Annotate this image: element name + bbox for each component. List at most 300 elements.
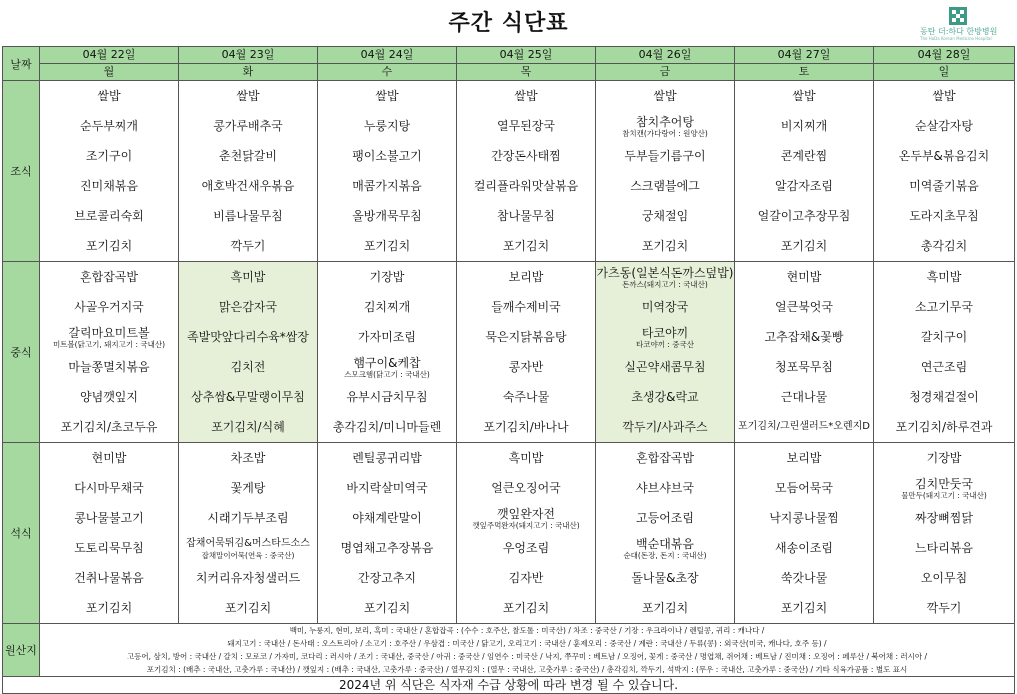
lunch-label: 중식 [3,262,40,443]
dinner-day-5 [735,443,874,624]
menu-item [735,443,873,473]
menu-item [457,292,595,322]
notice-row [3,677,1015,694]
menu-item [457,443,595,473]
breakfast-day-2 [318,81,457,262]
menu-item [457,503,595,533]
menu-item-name: 궁채절임 [641,209,689,223]
menu-item [457,382,595,412]
menu-item-name: 소고기무국 [915,300,973,314]
menu-item-name: 근대나물 [780,390,828,404]
menu-item [40,382,178,412]
menu-item [874,231,1014,261]
day-weekday-4: 금 [596,64,735,81]
menu-item-name: 갈릭마요미트볼 [68,325,150,340]
menu-item [596,231,734,261]
menu-item [874,503,1014,533]
menu-item [318,292,456,322]
menu-item-name: 햄구이&케찹 [353,355,421,370]
day-date-0: 04월 22일 [40,47,179,64]
menu-item [596,443,734,473]
menu-item [179,443,317,473]
menu-item [874,593,1014,623]
menu-item [874,563,1014,593]
menu-item [874,352,1014,382]
menu-item-name: 김자반 [508,571,544,585]
day-weekday-6: 일 [874,64,1015,81]
menu-item-name: 포기김치 [641,601,689,615]
menu-item-name: 쌀밥 [236,89,260,103]
menu-item-name: 스크램블에그 [630,179,700,193]
menu-item [735,171,873,201]
menu-item-name: 실곤약새콤무침 [624,360,706,374]
day-weekday-1: 화 [179,64,318,81]
menu-item-name: 흑미밥 [230,270,266,284]
menu-item [40,443,178,473]
menu-item [179,292,317,322]
menu-item [874,81,1014,111]
menu-item [179,171,317,201]
menu-item [596,412,734,442]
breakfast-day-0 [40,81,179,262]
menu-item-origin-note: 순대(돈장, 돈지 : 국내산) [623,550,707,560]
menu-item [318,382,456,412]
day-date-1: 04월 23일 [179,47,318,64]
menu-item [179,81,317,111]
origin-line: 돼지고기 : 국내산 / 돈사태 : 오스트리아 / 소고기 : 호주산 / 우삼겹 : 미국산 / 닭고기, 오리고기 : 국내산 / 훈제오리 : 중국산 / 계란 : 국내산 / 두류(콩) : 외국산(미국, 캐나다, 호주 등) / [227,639,827,648]
logo-subtitle: The HaDa Korean Medicine Hospital [920,36,992,41]
date-label: 날짜 [3,47,40,81]
menu-item [457,593,595,623]
menu-item [179,382,317,412]
menu-item [874,171,1014,201]
menu-item [735,292,873,322]
menu-item-name: 차조밥 [230,451,266,465]
menu-item-name: 연근조림 [920,360,968,374]
lunch-day-2 [318,262,457,443]
menu-item [318,111,456,141]
date-row [3,47,1015,64]
menu-item-name: 고추잡채&꽃빵 [764,330,844,344]
menu-item [40,292,178,322]
lunch-day-3 [457,262,596,443]
day-weekday-0: 월 [40,64,179,81]
menu-item [179,503,317,533]
menu-item [318,141,456,171]
origin-row [3,624,1015,677]
menu-item-origin-note: 깻잎주먹완자(돼지고기 : 국내산) [472,520,580,530]
menu-item-name: 알감자조림 [775,179,833,193]
menu-item [318,563,456,593]
menu-item [179,201,317,231]
menu-item [874,473,1014,503]
weekly-menu-table [2,46,1015,694]
menu-item-name: 순두부찌개 [80,119,138,133]
menu-item [457,111,595,141]
breakfast-label: 조식 [3,81,40,262]
menu-item-name: 미역줄기볶음 [909,179,979,193]
origin-line: 고등어, 삼치, 방어 : 국내산 / 갈치 : 모로코 / 가자미, 코다리 : 러시아 / 조기 : 국내산, 중국산 / 아귀 : 중국산 / 임연수 : 미국산 / 낙지, 쭈꾸미 : 베트남 / 오징어, 꽃게 : 중국산 / 명엽채, 쥐어채 : 베트남 / 진미채 : 오징어 : 페루산 / 북어채 : 러시아 / [126,652,928,661]
menu-item-name: 현미밥 [91,451,127,465]
breakfast-day-5 [735,81,874,262]
menu-item [874,443,1014,473]
menu-item-origin-note: 스모크햄(닭고기 : 국내산) [344,369,430,379]
dinner-label: 석식 [3,443,40,624]
menu-item-name: 포기김치 [363,601,411,615]
menu-item-name: 도토리묵무침 [74,541,144,555]
menu-item [874,322,1014,352]
menu-item-name: 컬리플라워맛살볶음 [473,179,579,193]
menu-item-name: 묵은지닭볶음탕 [485,330,567,344]
menu-item [735,382,873,412]
menu-item-name: 애호박건새우볶음 [201,179,295,193]
menu-item-name: 타코야끼 [641,325,689,340]
page-title: 주간 식단표 [448,11,569,36]
dinner-day-3 [457,443,596,624]
menu-item [735,473,873,503]
menu-item-name: 혼합잡곡밥 [636,451,694,465]
menu-item-name: 치커리유자청샐러드 [195,571,301,585]
menu-item-name: 춘천닭갈비 [219,149,277,163]
menu-item-origin-note: 잡채말이어묵(연육 : 중국산) [201,550,295,560]
lunch-day-6 [874,262,1015,443]
menu-item-name: 잡채어묵튀김&머스타드소스 [186,537,310,549]
menu-item-origin-note: 타코야끼 : 중국산 [635,339,694,349]
menu-item-name: 얼갈이고추장무침 [757,209,851,223]
menu-item [40,262,178,292]
menu-item [179,412,317,442]
menu-item [179,563,317,593]
menu-item [40,231,178,261]
menu-item [457,412,595,442]
menu-item-name: 포기김치 [85,239,133,253]
menu-item-name: 족발맛앞다리수육*쌈장 [187,330,309,344]
day-date-4: 04월 26일 [596,47,735,64]
menu-item [457,201,595,231]
day-date-2: 04월 24일 [318,47,457,64]
menu-item [40,593,178,623]
menu-item [179,473,317,503]
menu-item-name: 콩가루배추국 [213,119,283,133]
menu-item-name: 포기김치 [502,239,550,253]
menu-item [596,382,734,412]
menu-item [318,533,456,563]
menu-item [40,473,178,503]
menu-item [735,593,873,623]
menu-item [874,533,1014,563]
menu-item-name: 비지찌개 [780,119,828,133]
menu-item [735,503,873,533]
origin-info [40,624,1015,677]
menu-item-origin-note: 미트볼(닭고기, 돼지고기 : 국내산) [52,339,166,349]
origin-label: 원산지 [3,624,40,677]
menu-item [596,141,734,171]
menu-item [735,322,873,352]
menu-item-name: 보리밥 [786,451,822,465]
menu-item-name: 바지락살미역국 [346,481,428,495]
menu-item [874,201,1014,231]
menu-item-name: 꽃게탕 [230,481,266,495]
dinner-row [3,443,1015,624]
menu-item [457,322,595,352]
hospital-logo [920,6,1012,42]
menu-item [596,81,734,111]
menu-item [735,352,873,382]
menu-item [457,171,595,201]
origin-line: 포기김치 : (배추 : 국내산, 고춧가루 : 국내산) / 깻잎지 : (배추 : 국내산, 고춧가루 : 중국산) / 열무김치 : (열무 : 국내산, 고춧가루 : 중국산) / 총각김치, 깍두기, 석박지 : (무우 : 국내산, 고춧가루 : 중국산) / 기타 식육가공품 : 별도 표시 [146,665,908,674]
menu-item [318,231,456,261]
menu-item-name: 갈치구이 [920,330,968,344]
menu-item [40,171,178,201]
menu-item-name: 열무된장국 [497,119,555,133]
menu-item [735,111,873,141]
menu-item [874,292,1014,322]
dinner-day-2 [318,443,457,624]
menu-item-name: 포기김치/그린샐러드*오렌지D [738,421,870,432]
menu-item-name: 포기김치/식혜 [211,420,285,434]
dinner-day-0 [40,443,179,624]
menu-item [40,322,178,352]
menu-item-name: 가츠동(일본식돈까스덮밥) [596,265,734,280]
menu-item-name: 매콤가지볶음 [352,179,422,193]
menu-item-name: 올방개묵무침 [352,209,422,223]
menu-item [457,533,595,563]
menu-item [40,141,178,171]
menu-item [318,473,456,503]
menu-item-name: 백순대볶음 [636,536,694,551]
menu-item-name: 얼큰오징어국 [491,481,561,495]
menu-item-name: 건취나물볶음 [74,571,144,585]
menu-item [40,412,178,442]
menu-item [457,141,595,171]
dinner-day-6 [874,443,1015,624]
menu-item-name: 브로콜리숙회 [74,209,144,223]
menu-item [318,171,456,201]
menu-item-name: 콩자반 [508,360,544,374]
menu-item-name: 도라지초무침 [909,209,979,223]
menu-item-name: 사골우거지국 [74,300,144,314]
day-weekday-2: 수 [318,64,457,81]
menu-item [874,141,1014,171]
breakfast-row [3,81,1015,262]
menu-item-name: 포기김치 [224,601,272,615]
menu-item-name: 총각김치/미니마들렌 [332,420,442,434]
menu-item [40,533,178,563]
menu-item [596,262,734,292]
menu-item-name: 쌀밥 [932,89,956,103]
menu-item-name: 김치만둣국 [915,476,973,491]
menu-item [318,201,456,231]
menu-item [179,352,317,382]
menu-item [40,201,178,231]
dinner-day-1 [179,443,318,624]
breakfast-day-3 [457,81,596,262]
menu-item-name: 쌀밥 [653,89,677,103]
menu-item-name: 샤브샤브국 [636,481,694,495]
menu-item-origin-note: 참치캔(가다랑어 : 원양산) [622,128,708,138]
day-date-5: 04월 27일 [735,47,874,64]
menu-item-name: 혼합잡곡밥 [80,270,138,284]
menu-item-name: 깻잎완자전 [497,506,555,521]
menu-item [179,262,317,292]
menu-item-name: 야채계란말이 [352,511,422,525]
menu-item [318,503,456,533]
menu-item-name: 깍두기 [926,601,962,615]
menu-item [457,81,595,111]
menu-item-name: 김치찌개 [363,300,411,314]
menu-item-name: 콩나물불고기 [74,511,144,525]
menu-item [596,201,734,231]
menu-item-name: 미역장국 [641,300,689,314]
menu-item-origin-note: 돈까스(돼지고기 : 국내산) [622,279,708,289]
menu-item-name: 쌀밥 [375,89,399,103]
menu-item-name: 명엽채고추장볶음 [340,541,434,555]
menu-item-name: 유부시금치무침 [346,390,428,404]
menu-item [596,322,734,352]
menu-item-name: 숙주나물 [502,390,550,404]
menu-item [735,231,873,261]
menu-item [874,262,1014,292]
menu-item-name: 다시마무채국 [74,481,144,495]
day-date-6: 04월 28일 [874,47,1015,64]
menu-item [318,352,456,382]
menu-item-name: 포기김치 [85,601,133,615]
menu-item-origin-note: 물만두(돼지고기 : 국내산) [901,490,987,500]
menu-item-name: 현미밥 [786,270,822,284]
weekday-row [3,64,1015,81]
menu-item-name: 마늘쫑멸치볶음 [68,360,150,374]
menu-item-name: 참나물무침 [497,209,555,223]
menu-item-name: 김치전 [230,360,266,374]
lunch-day-4 [596,262,735,443]
origin-line: 백미, 누룽지, 현미, 보리, 흑미 : 국내산 / 혼합잡곡 : (수수 : 호주산, 찰도톨 : 미국산) / 차조 : 중국산 / 기장 : 우크라이나 / 렌틸콩, 귀리 : 캐나다 / [289,626,765,635]
menu-item-name: 포기김치 [780,601,828,615]
menu-item-name: 흑미밥 [926,270,962,284]
menu-item [179,593,317,623]
breakfast-day-4 [596,81,735,262]
menu-item-name: 상추쌈&무말랭이무침 [191,390,305,404]
menu-item [318,443,456,473]
menu-item-name: 간장돈사태찜 [491,149,561,163]
menu-item-name: 짜장뼈찜닭 [915,511,973,525]
menu-item [179,533,317,563]
lunch-day-5 [735,262,874,443]
menu-item [457,563,595,593]
menu-item [457,473,595,503]
day-date-3: 04월 25일 [457,47,596,64]
menu-item-name: 기장밥 [926,451,962,465]
menu-item-name: 조기구이 [85,149,133,163]
menu-item [40,503,178,533]
menu-item [735,81,873,111]
menu-item-name: 깍두기/사과주스 [622,420,708,434]
menu-item [318,81,456,111]
logo-mark-icon [948,6,968,26]
menu-item [735,412,873,442]
menu-item-name: 들깨수제비국 [491,300,561,314]
menu-item-name: 포기김치 [363,239,411,253]
menu-item-name: 총각김치 [920,239,968,253]
menu-item-name: 쌀밥 [97,89,121,103]
menu-item [318,262,456,292]
menu-item-name: 청경채겉절이 [909,390,979,404]
menu-item-name: 포기김치 [502,601,550,615]
menu-item-name: 쌀밥 [792,89,816,103]
menu-item-name: 느타리볶음 [915,541,973,555]
menu-item [318,322,456,352]
menu-item [596,292,734,322]
dinner-day-4 [596,443,735,624]
menu-item [457,352,595,382]
menu-item-name: 포기김치/바나나 [483,420,569,434]
day-weekday-3: 목 [457,64,596,81]
menu-item [596,352,734,382]
menu-item-name: 돌나물&초장 [631,571,699,585]
menu-item [318,593,456,623]
menu-item-name: 참치추어탕 [636,114,694,129]
menu-item-name: 비름나물무침 [213,209,283,223]
menu-item-name: 모듬어묵국 [775,481,833,495]
menu-item-name: 포기김치/초코두유 [60,420,158,434]
menu-item [179,231,317,261]
breakfast-day-1 [179,81,318,262]
menu-item [40,111,178,141]
lunch-day-0 [40,262,179,443]
menu-item-name: 순살감자탕 [915,119,973,133]
logo-name: 동탄 더:하다 한방병원 [920,27,998,36]
menu-item [179,141,317,171]
menu-item-name: 콘계란찜 [780,149,828,163]
menu-item-name: 포기김치/하루견과 [895,420,993,434]
menu-item [40,352,178,382]
menu-item [735,201,873,231]
menu-item-name: 오이무침 [920,571,968,585]
menu-item [874,111,1014,141]
menu-item [596,503,734,533]
menu-item [457,231,595,261]
menu-item [457,262,595,292]
menu-item-name: 초생강&락교 [631,390,699,404]
menu-item [735,262,873,292]
menu-item-name: 두부들기름구이 [624,149,706,163]
menu-item-name: 온두부&볶음김치 [898,149,990,163]
lunch-row [3,262,1015,443]
menu-item-name: 얼큰북엇국 [775,300,833,314]
menu-item-name: 누룽지탕 [363,119,411,133]
menu-item-name: 우엉조림 [502,541,550,555]
menu-item-name: 가자미조림 [358,330,416,344]
day-weekday-5: 토 [735,64,874,81]
menu-item-name: 기장밥 [369,270,405,284]
menu-item [596,473,734,503]
menu-item-name: 쌀밥 [514,89,538,103]
menu-item-name: 간장고추지 [358,571,416,585]
menu-item [735,141,873,171]
menu-item-name: 포기김치 [641,239,689,253]
menu-item [40,81,178,111]
menu-item [874,412,1014,442]
menu-item-name: 시래기두부조림 [207,511,289,525]
menu-item-name: 팽이소불고기 [352,149,422,163]
menu-item [596,563,734,593]
menu-item [179,111,317,141]
menu-item [40,563,178,593]
lunch-day-1 [179,262,318,443]
menu-item [735,533,873,563]
menu-item [179,322,317,352]
menu-item [596,593,734,623]
menu-item-name: 새송이조림 [775,541,833,555]
